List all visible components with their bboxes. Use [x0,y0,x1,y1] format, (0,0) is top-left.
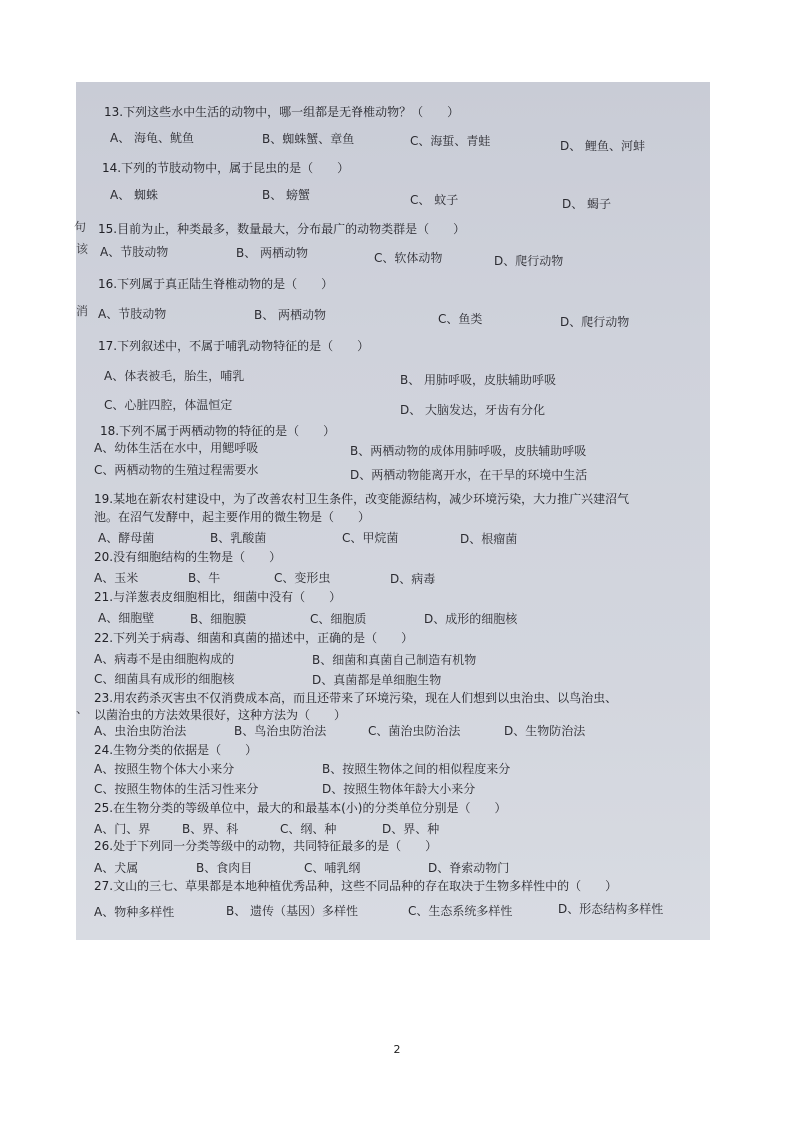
q16-option-a: A、节肢动物 [98,307,167,321]
q13-option-d: D、 鲤鱼、河蚌 [560,139,646,153]
q22-option-d: D、真菌都是单细胞生物 [312,673,442,687]
q27-option-a: A、物种多样性 [94,905,175,919]
margin-fragment-1: 句 [74,220,87,234]
q27-option-c: C、生态系统多样性 [408,904,513,918]
q27-option-d: D、形态结构多样性 [558,902,664,916]
question-19: 19.某地在新农村建设中，为了改善农村卫生条件，改变能源结构，减少环境污染，大力推广兴建沼气 [94,492,630,506]
q19-option-a: A、酵母菌 [98,531,155,545]
q22-option-c: C、细菌具有成形的细胞核 [94,672,235,686]
q14-option-c: C、 蚊子 [410,193,459,207]
q17-option-d: D、 大脑发达，牙齿有分化 [400,403,546,417]
q17-option-a: A、体表被毛，胎生，哺乳 [104,369,245,383]
q13-option-b: B、蜘蛛蟹、章鱼 [262,132,355,146]
q17-option-b: B、 用肺呼吸，皮肤辅助呼吸 [400,373,557,387]
question-16: 16.下列属于真正陆生脊椎动物的是（ ） [98,277,334,291]
q24-option-d: D、按照生物体年龄大小来分 [322,782,476,796]
q26-option-c: C、哺乳纲 [304,861,361,875]
q20-option-d: D、病毒 [390,572,436,586]
q25-option-d: D、界、种 [382,822,440,836]
q19-option-b: B、乳酸菌 [210,531,267,545]
q18-option-c: C、两栖动物的生殖过程需要水 [94,463,259,477]
q26-option-b: B、食肉目 [196,861,253,875]
question-17: 17.下列叙述中，不属于哺乳动物特征的是（ ） [98,339,370,353]
q14-option-a: A、 蜘蛛 [110,188,159,202]
q15-option-a: A、节肢动物 [100,245,169,259]
q18-option-d: D、两栖动物能离开水，在干旱的环境中生活 [350,468,588,482]
q14-option-d: D、 蝎子 [562,197,612,211]
q18-option-b: B、两栖动物的成体用肺呼吸，皮肤辅助呼吸 [350,444,587,458]
question-27: 27.文山的三七、草果都是本地种植优秀品种，这些不同品种的存在取决于生物多样性中的（ ） [94,879,618,893]
question-14: 14.下列的节肢动物中，属于昆虫的是（ ） [102,161,350,175]
q19-option-d: D、根瘤菌 [460,532,518,546]
q14-option-b: B、 螃蟹 [262,188,311,202]
question-20: 20.没有细胞结构的生物是（ ） [94,550,282,564]
q21-option-c: C、细胞质 [310,612,367,626]
question-23-cont: 以菌治虫的方法效果很好，这种方法为（ ） [94,708,347,722]
question-18: 18.下列不属于两栖动物的特征的是（ ） [100,424,336,438]
margin-fragment-3: 消 [76,304,89,318]
q24-option-b: B、按照生物体之间的相似程度来分 [322,762,511,776]
q22-option-b: B、细菌和真菌自己制造有机物 [312,653,477,667]
q15-option-b: B、 两栖动物 [236,246,309,260]
q20-option-b: B、牛 [188,571,221,585]
q26-option-a: A、犬属 [94,861,139,875]
q15-option-d: D、爬行动物 [494,254,564,268]
q21-option-b: B、细胞膜 [190,612,247,626]
question-13: 13.下列这些水中生活的动物中，哪一组都是无脊椎动物？（ ） [104,105,460,119]
q24-option-c: C、按照生物体的生活习性来分 [94,782,259,796]
question-26: 26.处于下列同一分类等级中的动物，共同特征最多的是（ ） [94,839,438,853]
q19-option-c: C、甲烷菌 [342,531,399,545]
q18-option-a: A、幼体生活在水中，用鳃呼吸 [94,441,259,455]
q13-option-a: A、 海龟、鱿鱼 [110,131,195,145]
q23-option-a: A、虫治虫防治法 [94,724,187,738]
q20-option-a: A、玉米 [94,571,139,585]
q23-option-d: D、生物防治法 [504,724,586,738]
q20-option-c: C、变形虫 [274,571,331,585]
q16-option-c: C、鱼类 [438,312,483,326]
q25-option-a: A、门、界 [94,822,151,836]
margin-fragment-4: 、 [76,702,89,716]
question-22: 22.下列关于病毒、细菌和真菌的描述中，正确的是（ ） [94,631,414,645]
question-21: 21.与洋葱表皮细胞相比，细菌中没有（ ） [94,590,342,604]
q16-option-d: D、爬行动物 [560,315,630,329]
q25-option-b: B、界、科 [182,822,239,836]
q21-option-a: A、细胞壁 [98,611,155,625]
margin-fragment-2: 该 [76,242,89,256]
q25-option-c: C、纲、种 [280,822,337,836]
question-23: 23.用农药杀灭害虫不仅消费成本高，而且还带来了环境污染，现在人们想到以虫治虫、以鸟治虫、 [94,691,618,705]
question-15: 15.目前为止，种类最多，数量最大，分布最广的动物类群是（ ） [98,222,466,236]
q16-option-b: B、 两栖动物 [254,308,327,322]
q26-option-d: D、脊索动物门 [428,861,510,875]
scanned-photo [76,82,710,940]
page-number: 2 [393,1043,401,1056]
q21-option-d: D、成形的细胞核 [424,612,518,626]
question-19-cont: 池。在沼气发酵中，起主要作用的微生物是（ ） [94,510,371,524]
q23-option-b: B、鸟治虫防治法 [234,724,327,738]
q17-option-c: C、心脏四腔，体温恒定 [104,398,233,412]
q13-option-c: C、海蜇、青蛙 [410,134,491,148]
q24-option-a: A、按照生物个体大小来分 [94,762,235,776]
q15-option-c: C、软体动物 [374,251,443,265]
q22-option-a: A、病毒不是由细胞构成的 [94,652,235,666]
question-24: 24.生物分类的依据是（ ） [94,743,258,757]
q27-option-b: B、 遗传（基因）多样性 [226,904,359,918]
question-25: 25.在生物分类的等级单位中，最大的和最基本(小)的分类单位分别是（ ） [94,801,507,815]
q23-option-c: C、菌治虫防治法 [368,724,461,738]
